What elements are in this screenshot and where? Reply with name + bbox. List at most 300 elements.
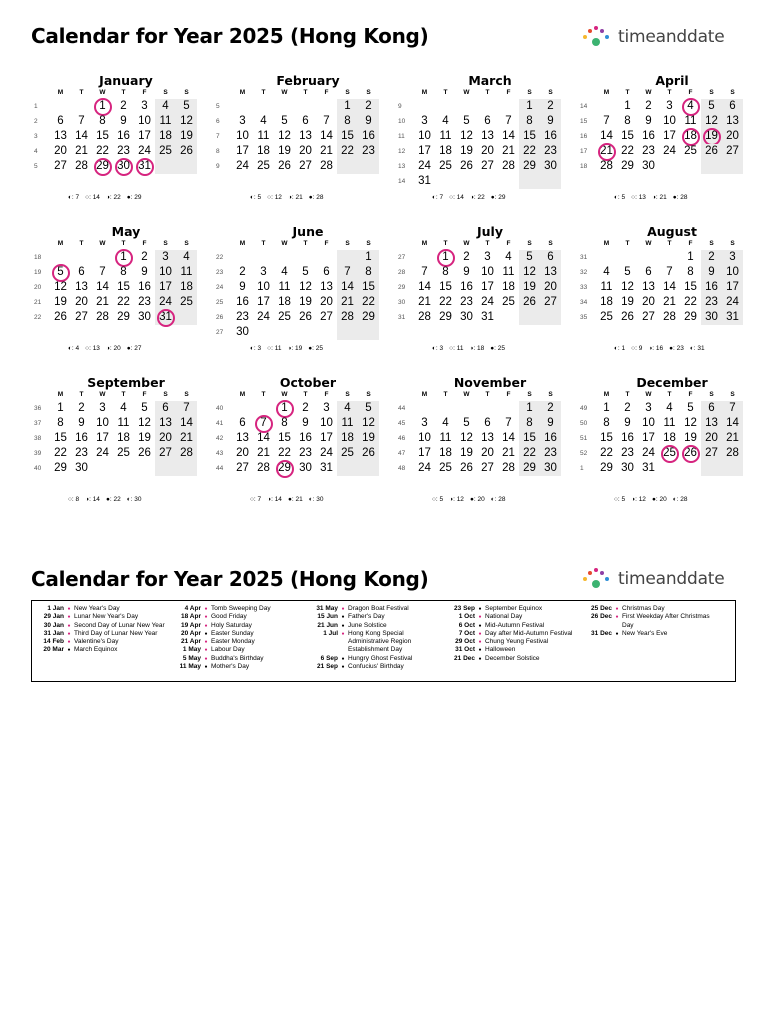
day-cell[interactable]: 31 <box>642 462 655 474</box>
day-cell[interactable]: 24 <box>722 295 743 310</box>
day-cell[interactable]: 14 <box>600 130 613 142</box>
day-cell[interactable]: 7 <box>337 265 358 280</box>
day-cell[interactable]: 3 <box>421 115 428 127</box>
day-cell[interactable]: 13 <box>540 265 561 280</box>
day-cell[interactable]: 9 <box>645 115 652 127</box>
day-cell[interactable]: 9 <box>540 114 561 129</box>
day-cell[interactable]: 22 <box>684 296 697 308</box>
day-cell[interactable]: 1 <box>687 251 694 263</box>
day-cell[interactable]: 18 <box>257 145 270 157</box>
day-cell[interactable]: 25 <box>600 311 613 323</box>
day-cell[interactable]: 5 <box>50 265 71 280</box>
day-cell[interactable]: 9 <box>141 266 148 278</box>
day-cell[interactable]: 23 <box>642 145 655 157</box>
day-cell[interactable]: 8 <box>519 416 540 431</box>
day-cell[interactable]: 16 <box>701 280 722 295</box>
day-cell[interactable]: 4 <box>155 99 176 114</box>
day-cell[interactable]: 3 <box>484 251 491 263</box>
day-cell[interactable]: 20 <box>299 145 312 157</box>
day-cell[interactable]: 26 <box>460 462 473 474</box>
day-cell[interactable]: 1 <box>519 401 540 416</box>
day-cell[interactable]: 1 <box>274 401 295 416</box>
day-cell[interactable]: 19 <box>299 296 312 308</box>
day-cell[interactable]: 12 <box>54 281 67 293</box>
day-cell[interactable]: 11 <box>176 265 197 280</box>
day-cell[interactable]: 27 <box>481 160 494 172</box>
day-cell[interactable]: 3 <box>141 100 148 112</box>
day-cell[interactable]: 1 <box>624 100 631 112</box>
day-cell[interactable]: 18 <box>680 129 701 144</box>
day-cell[interactable]: 7 <box>603 115 610 127</box>
day-cell[interactable]: 1 <box>113 250 134 265</box>
day-cell[interactable]: 26 <box>54 311 67 323</box>
day-cell[interactable]: 6 <box>57 115 64 127</box>
day-cell[interactable]: 19 <box>54 296 67 308</box>
day-cell[interactable]: 6 <box>722 99 743 114</box>
day-cell[interactable]: 15 <box>621 130 634 142</box>
day-cell[interactable]: 10 <box>320 417 333 429</box>
day-cell[interactable]: 13 <box>481 130 494 142</box>
day-cell[interactable]: 17 <box>663 130 676 142</box>
day-cell[interactable]: 10 <box>96 417 109 429</box>
day-cell[interactable]: 17 <box>138 130 151 142</box>
day-cell[interactable]: 15 <box>337 129 358 144</box>
day-cell[interactable]: 24 <box>320 447 333 459</box>
day-cell[interactable]: 13 <box>701 416 722 431</box>
day-cell[interactable]: 18 <box>176 280 197 295</box>
day-cell[interactable]: 30 <box>460 311 473 323</box>
day-cell[interactable]: 15 <box>358 280 379 295</box>
day-cell[interactable]: 21 <box>320 145 333 157</box>
day-cell[interactable]: 30 <box>642 160 655 172</box>
day-cell[interactable]: 16 <box>358 129 379 144</box>
day-cell[interactable]: 3 <box>323 402 330 414</box>
day-cell[interactable]: 14 <box>663 281 676 293</box>
day-cell[interactable]: 22 <box>117 296 130 308</box>
day-cell[interactable]: 27 <box>75 311 88 323</box>
day-cell[interactable]: 10 <box>663 115 676 127</box>
day-cell[interactable]: 14 <box>320 130 333 142</box>
day-cell[interactable]: 16 <box>299 432 312 444</box>
day-cell[interactable]: 27 <box>701 446 722 461</box>
day-cell[interactable]: 22 <box>337 144 358 159</box>
day-cell[interactable]: 30 <box>540 159 561 174</box>
day-cell[interactable]: 25 <box>684 145 697 157</box>
day-cell[interactable]: 22 <box>54 447 67 459</box>
day-cell[interactable]: 24 <box>138 145 151 157</box>
day-cell[interactable]: 4 <box>505 251 512 263</box>
day-cell[interactable]: 24 <box>96 447 109 459</box>
day-cell[interactable]: 5 <box>281 115 288 127</box>
day-cell[interactable]: 19 <box>176 129 197 144</box>
day-cell[interactable]: 8 <box>519 114 540 129</box>
day-cell[interactable]: 12 <box>701 114 722 129</box>
day-cell[interactable]: 19 <box>358 431 379 446</box>
day-cell[interactable]: 13 <box>481 432 494 444</box>
day-cell[interactable]: 10 <box>418 130 431 142</box>
day-cell[interactable]: 8 <box>624 115 631 127</box>
day-cell[interactable]: 6 <box>484 417 491 429</box>
day-cell[interactable]: 5 <box>463 115 470 127</box>
day-cell[interactable]: 27 <box>642 311 655 323</box>
day-cell[interactable]: 17 <box>155 280 176 295</box>
day-cell[interactable]: 21 <box>418 296 431 308</box>
day-cell[interactable]: 11 <box>600 281 613 293</box>
day-cell[interactable]: 28 <box>337 310 358 325</box>
day-cell[interactable]: 17 <box>418 447 431 459</box>
day-cell[interactable]: 18 <box>600 296 613 308</box>
day-cell[interactable]: 2 <box>701 250 722 265</box>
day-cell[interactable]: 9 <box>540 416 561 431</box>
day-cell[interactable]: 8 <box>358 265 379 280</box>
day-cell[interactable]: 30 <box>75 462 88 474</box>
day-cell[interactable]: 9 <box>120 115 127 127</box>
day-cell[interactable]: 19 <box>138 432 151 444</box>
day-cell[interactable]: 30 <box>621 462 634 474</box>
day-cell[interactable]: 29 <box>92 159 113 174</box>
day-cell[interactable]: 20 <box>54 145 67 157</box>
day-cell[interactable]: 13 <box>75 281 88 293</box>
day-cell[interactable]: 15 <box>117 281 130 293</box>
day-cell[interactable]: 26 <box>460 160 473 172</box>
day-cell[interactable]: 21 <box>75 145 88 157</box>
day-cell[interactable]: 30 <box>236 326 249 338</box>
day-cell[interactable]: 5 <box>141 402 148 414</box>
day-cell[interactable]: 17 <box>236 145 249 157</box>
day-cell[interactable]: 14 <box>722 416 743 431</box>
day-cell[interactable]: 27 <box>155 446 176 461</box>
day-cell[interactable]: 7 <box>421 266 428 278</box>
day-cell[interactable]: 14 <box>96 281 109 293</box>
day-cell[interactable]: 11 <box>117 417 130 429</box>
day-cell[interactable]: 6 <box>239 417 246 429</box>
day-cell[interactable]: 23 <box>621 447 634 459</box>
day-cell[interactable]: 2 <box>540 99 561 114</box>
day-cell[interactable]: 29 <box>621 160 634 172</box>
day-cell[interactable]: 27 <box>481 462 494 474</box>
day-cell[interactable]: 3 <box>722 250 743 265</box>
day-cell[interactable]: 2 <box>358 99 379 114</box>
day-cell[interactable]: 28 <box>257 462 270 474</box>
day-cell[interactable]: 7 <box>722 401 743 416</box>
day-cell[interactable]: 22 <box>96 145 109 157</box>
day-cell[interactable]: 16 <box>460 281 473 293</box>
day-cell[interactable]: 1 <box>358 250 379 265</box>
day-cell[interactable]: 22 <box>519 144 540 159</box>
day-cell[interactable]: 31 <box>418 175 431 187</box>
day-cell[interactable]: 2 <box>78 402 85 414</box>
day-cell[interactable]: 16 <box>540 129 561 144</box>
day-cell[interactable]: 2 <box>463 251 470 263</box>
day-cell[interactable]: 6 <box>155 401 176 416</box>
day-cell[interactable]: 31 <box>722 310 743 325</box>
day-cell[interactable]: 25 <box>659 446 680 461</box>
day-cell[interactable]: 30 <box>540 461 561 476</box>
day-cell[interactable]: 14 <box>337 280 358 295</box>
day-cell[interactable]: 26 <box>358 446 379 461</box>
day-cell[interactable]: 28 <box>176 446 197 461</box>
timeanddate-logo-2[interactable] <box>583 568 725 590</box>
day-cell[interactable]: 10 <box>418 432 431 444</box>
day-cell[interactable]: 7 <box>253 416 274 431</box>
day-cell[interactable]: 2 <box>302 402 309 414</box>
day-cell[interactable]: 5 <box>519 250 540 265</box>
day-cell[interactable]: 24 <box>236 160 249 172</box>
day-cell[interactable]: 6 <box>540 250 561 265</box>
day-cell[interactable]: 6 <box>302 115 309 127</box>
day-cell[interactable]: 8 <box>120 266 127 278</box>
day-cell[interactable]: 26 <box>299 311 312 323</box>
day-cell[interactable]: 17 <box>418 145 431 157</box>
day-cell[interactable]: 23 <box>540 144 561 159</box>
day-cell[interactable]: 8 <box>99 115 106 127</box>
day-cell[interactable]: 31 <box>320 462 333 474</box>
day-cell[interactable]: 10 <box>722 265 743 280</box>
day-cell[interactable]: 9 <box>78 417 85 429</box>
day-cell[interactable]: 28 <box>663 311 676 323</box>
day-cell[interactable]: 13 <box>299 130 312 142</box>
day-cell[interactable]: 31 <box>134 159 155 174</box>
day-cell[interactable]: 18 <box>439 145 452 157</box>
day-cell[interactable]: 25 <box>117 447 130 459</box>
day-cell[interactable]: 1 <box>603 402 610 414</box>
day-cell[interactable]: 15 <box>96 130 109 142</box>
day-cell[interactable]: 7 <box>666 266 673 278</box>
day-cell[interactable]: 4 <box>603 266 610 278</box>
day-cell[interactable]: 1 <box>92 99 113 114</box>
day-cell[interactable]: 24 <box>257 311 270 323</box>
day-cell[interactable]: 10 <box>257 281 270 293</box>
day-cell[interactable]: 28 <box>96 311 109 323</box>
day-cell[interactable]: 8 <box>57 417 64 429</box>
day-cell[interactable]: 7 <box>505 115 512 127</box>
day-cell[interactable]: 21 <box>502 145 515 157</box>
day-cell[interactable]: 20 <box>481 145 494 157</box>
day-cell[interactable]: 22 <box>621 145 634 157</box>
day-cell[interactable]: 12 <box>176 114 197 129</box>
day-cell[interactable]: 3 <box>666 100 673 112</box>
day-cell[interactable]: 25 <box>257 160 270 172</box>
day-cell[interactable]: 11 <box>278 281 291 293</box>
day-cell[interactable]: 15 <box>684 281 697 293</box>
day-cell[interactable]: 4 <box>120 402 127 414</box>
day-cell[interactable]: 14 <box>176 416 197 431</box>
day-cell[interactable]: 24 <box>663 145 676 157</box>
day-cell[interactable]: 27 <box>540 295 561 310</box>
day-cell[interactable]: 22 <box>439 296 452 308</box>
day-cell[interactable]: 26 <box>176 144 197 159</box>
day-cell[interactable]: 3 <box>99 402 106 414</box>
day-cell[interactable]: 17 <box>642 432 655 444</box>
day-cell[interactable]: 25 <box>439 160 452 172</box>
day-cell[interactable]: 24 <box>418 160 431 172</box>
day-cell[interactable]: 25 <box>337 446 358 461</box>
day-cell[interactable]: 19 <box>684 432 697 444</box>
day-cell[interactable]: 8 <box>603 417 610 429</box>
day-cell[interactable]: 20 <box>642 296 655 308</box>
day-cell[interactable]: 17 <box>96 432 109 444</box>
day-cell[interactable]: 30 <box>299 462 312 474</box>
day-cell[interactable]: 16 <box>138 281 151 293</box>
day-cell[interactable]: 23 <box>236 311 249 323</box>
day-cell[interactable]: 7 <box>323 115 330 127</box>
day-cell[interactable]: 5 <box>624 266 631 278</box>
day-cell[interactable]: 27 <box>236 462 249 474</box>
day-cell[interactable]: 13 <box>722 114 743 129</box>
day-cell[interactable]: 15 <box>519 431 540 446</box>
day-cell[interactable]: 18 <box>337 431 358 446</box>
day-cell[interactable]: 13 <box>642 281 655 293</box>
day-cell[interactable]: 23 <box>540 446 561 461</box>
day-cell[interactable]: 30 <box>113 159 134 174</box>
day-cell[interactable]: 3 <box>645 402 652 414</box>
day-cell[interactable]: 12 <box>138 417 151 429</box>
day-cell[interactable]: 23 <box>701 295 722 310</box>
day-cell[interactable]: 16 <box>642 130 655 142</box>
day-cell[interactable]: 4 <box>666 402 673 414</box>
day-cell[interactable]: 22 <box>600 447 613 459</box>
day-cell[interactable]: 11 <box>663 417 676 429</box>
day-cell[interactable]: 10 <box>155 265 176 280</box>
day-cell[interactable]: 20 <box>320 296 333 308</box>
day-cell[interactable]: 3 <box>239 115 246 127</box>
day-cell[interactable]: 18 <box>439 447 452 459</box>
day-cell[interactable]: 12 <box>299 281 312 293</box>
day-cell[interactable]: 13 <box>155 416 176 431</box>
day-cell[interactable]: 30 <box>138 311 151 323</box>
day-cell[interactable]: 16 <box>540 431 561 446</box>
day-cell[interactable]: 3 <box>155 250 176 265</box>
day-cell[interactable]: 15 <box>439 281 452 293</box>
day-cell[interactable]: 23 <box>299 447 312 459</box>
day-cell[interactable]: 25 <box>155 144 176 159</box>
day-cell[interactable]: 27 <box>320 311 333 323</box>
day-cell[interactable]: 14 <box>502 130 515 142</box>
day-cell[interactable]: 19 <box>460 447 473 459</box>
day-cell[interactable]: 12 <box>460 432 473 444</box>
day-cell[interactable]: 16 <box>75 432 88 444</box>
day-cell[interactable]: 24 <box>155 295 176 310</box>
day-cell[interactable]: 1 <box>519 99 540 114</box>
day-cell[interactable]: 16 <box>621 432 634 444</box>
day-cell[interactable]: 23 <box>75 447 88 459</box>
day-cell[interactable]: 3 <box>260 266 267 278</box>
day-cell[interactable]: 4 <box>337 401 358 416</box>
day-cell[interactable]: 27 <box>722 144 743 159</box>
day-cell[interactable]: 28 <box>600 160 613 172</box>
day-cell[interactable]: 10 <box>642 417 655 429</box>
day-cell[interactable]: 11 <box>439 432 452 444</box>
day-cell[interactable]: 16 <box>117 130 130 142</box>
day-cell[interactable]: 19 <box>278 145 291 157</box>
day-cell[interactable]: 15 <box>519 129 540 144</box>
day-cell[interactable]: 26 <box>519 295 540 310</box>
day-cell[interactable]: 6 <box>645 266 652 278</box>
day-cell[interactable]: 20 <box>155 431 176 446</box>
day-cell[interactable]: 21 <box>337 295 358 310</box>
day-cell[interactable]: 30 <box>701 310 722 325</box>
day-cell[interactable]: 29 <box>684 311 697 323</box>
day-cell[interactable]: 11 <box>257 130 270 142</box>
day-cell[interactable]: 21 <box>663 296 676 308</box>
day-cell[interactable]: 10 <box>481 266 494 278</box>
day-cell[interactable]: 5 <box>463 417 470 429</box>
day-cell[interactable]: 29 <box>519 461 540 476</box>
day-cell[interactable]: 6 <box>78 266 85 278</box>
day-cell[interactable]: 26 <box>680 446 701 461</box>
day-cell[interactable]: 23 <box>358 144 379 159</box>
day-cell[interactable]: 29 <box>439 311 452 323</box>
day-cell[interactable]: 25 <box>502 296 515 308</box>
day-cell[interactable]: 1 <box>337 99 358 114</box>
day-cell[interactable]: 4 <box>442 417 449 429</box>
day-cell[interactable]: 7 <box>505 417 512 429</box>
day-cell[interactable]: 13 <box>236 432 249 444</box>
day-cell[interactable]: 29 <box>600 462 613 474</box>
day-cell[interactable]: 11 <box>502 266 515 278</box>
day-cell[interactable]: 25 <box>439 462 452 474</box>
day-cell[interactable]: 9 <box>624 417 631 429</box>
day-cell[interactable]: 26 <box>621 311 634 323</box>
day-cell[interactable]: 28 <box>75 160 88 172</box>
day-cell[interactable]: 20 <box>540 280 561 295</box>
day-cell[interactable]: 15 <box>54 432 67 444</box>
day-cell[interactable]: 24 <box>418 462 431 474</box>
day-cell[interactable]: 24 <box>481 296 494 308</box>
day-cell[interactable]: 7 <box>176 401 197 416</box>
day-cell[interactable]: 11 <box>337 416 358 431</box>
day-cell[interactable]: 18 <box>155 129 176 144</box>
day-cell[interactable]: 21 <box>502 447 515 459</box>
day-cell[interactable]: 7 <box>99 266 106 278</box>
day-cell[interactable]: 5 <box>358 401 379 416</box>
day-cell[interactable]: 13 <box>320 281 333 293</box>
day-cell[interactable]: 28 <box>418 311 431 323</box>
day-cell[interactable]: 2 <box>540 401 561 416</box>
day-cell[interactable]: 20 <box>75 296 88 308</box>
day-cell[interactable]: 16 <box>236 296 249 308</box>
day-cell[interactable]: 1 <box>57 402 64 414</box>
day-cell[interactable]: 11 <box>439 130 452 142</box>
day-cell[interactable]: 7 <box>78 115 85 127</box>
day-cell[interactable]: 2 <box>141 251 148 263</box>
day-cell[interactable]: 20 <box>236 447 249 459</box>
day-cell[interactable]: 18 <box>502 281 515 293</box>
day-cell[interactable]: 4 <box>442 115 449 127</box>
day-cell[interactable]: 29 <box>358 310 379 325</box>
day-cell[interactable]: 5 <box>302 266 309 278</box>
day-cell[interactable]: 1 <box>435 250 456 265</box>
day-cell[interactable]: 12 <box>358 416 379 431</box>
day-cell[interactable]: 20 <box>481 447 494 459</box>
day-cell[interactable]: 6 <box>323 266 330 278</box>
day-cell[interactable]: 14 <box>257 432 270 444</box>
day-cell[interactable]: 8 <box>687 266 694 278</box>
day-cell[interactable]: 25 <box>278 311 291 323</box>
day-cell[interactable]: 9 <box>463 266 470 278</box>
day-cell[interactable]: 19 <box>621 296 634 308</box>
day-cell[interactable]: 21 <box>722 431 743 446</box>
day-cell[interactable]: 31 <box>155 310 176 325</box>
day-cell[interactable]: 28 <box>502 462 515 474</box>
day-cell[interactable]: 29 <box>274 461 295 476</box>
day-cell[interactable]: 4 <box>176 250 197 265</box>
day-cell[interactable]: 29 <box>519 159 540 174</box>
day-cell[interactable]: 17 <box>320 432 333 444</box>
day-cell[interactable]: 27 <box>299 160 312 172</box>
day-cell[interactable]: 4 <box>260 115 267 127</box>
timeanddate-logo[interactable] <box>583 26 725 48</box>
